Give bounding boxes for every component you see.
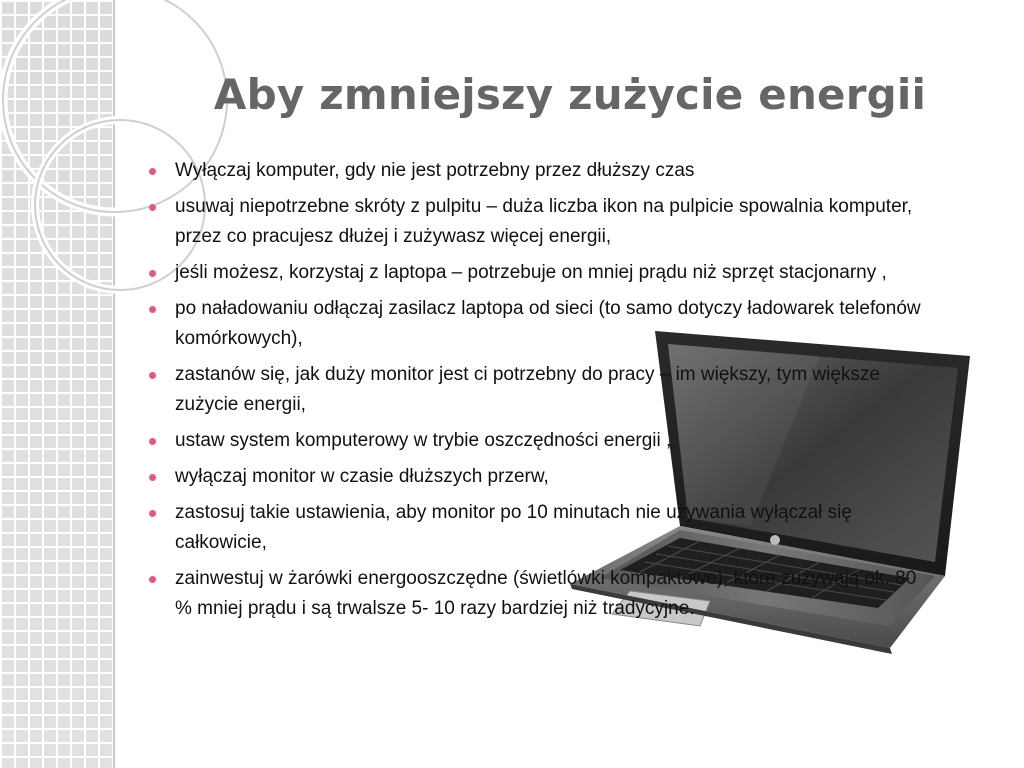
list-item xyxy=(148,360,938,420)
list-item xyxy=(148,426,938,456)
list-item xyxy=(148,462,938,492)
bullet-icon xyxy=(149,474,156,481)
bullet-icon xyxy=(149,306,156,313)
list-item xyxy=(148,156,938,186)
bullet-icon xyxy=(149,372,156,379)
bullet-text: usuwaj niepotrzebne skróty z pulpitu – duża liczba ikon na pulpicie spowalnia komputer, przez co pracujesz dłużej i zużywasz więcej energii, xyxy=(175,196,913,247)
bullet-text: po naładowaniu odłączaj zasilacz laptopa od sieci (to samo dotyczy ładowarek telefonów komórkowych), xyxy=(175,298,921,349)
slide-title: Aby zmniejszy zużycie energii xyxy=(213,70,927,119)
bullet-icon xyxy=(149,510,156,517)
list-item xyxy=(148,294,938,354)
bullet-list xyxy=(148,156,938,630)
bullet-text: wyłączaj monitor w czasie dłuższych przerw, xyxy=(175,466,549,487)
bullet-text: zastanów się, jak duży monitor jest ci potrzebny do pracy – im większy, tym większe zużycie energii, xyxy=(175,364,881,415)
bullet-icon xyxy=(149,576,156,583)
bullet-text: ustaw system komputerowy w trybie oszczędności energii , xyxy=(175,430,672,451)
bullet-icon xyxy=(149,168,156,175)
bullet-text: Wyłączaj komputer, gdy nie jest potrzebny przez dłuższy czas xyxy=(175,160,695,181)
list-item xyxy=(148,498,938,558)
bullet-text: jeśli możesz, korzystaj z laptopa – potrzebuje on mniej prądu niż sprzęt stacjonarny , xyxy=(175,262,887,283)
bullet-text: zainwestuj w żarówki energooszczędne (świetlówki kompaktowe), które zużywają ok. 80 % mniej prądu i są trwalsze 5- 10 razy bardziej niż tradycyjne. xyxy=(175,568,917,619)
list-item xyxy=(148,192,938,252)
bullet-icon xyxy=(149,204,156,211)
bullet-icon xyxy=(149,438,156,445)
list-item xyxy=(148,258,938,288)
bullet-icon xyxy=(149,270,156,277)
list-item xyxy=(148,564,938,624)
bullet-text: zastosuj takie ustawienia, aby monitor po 10 minutach nie używania wyłączał się całkowicie, xyxy=(175,502,852,553)
